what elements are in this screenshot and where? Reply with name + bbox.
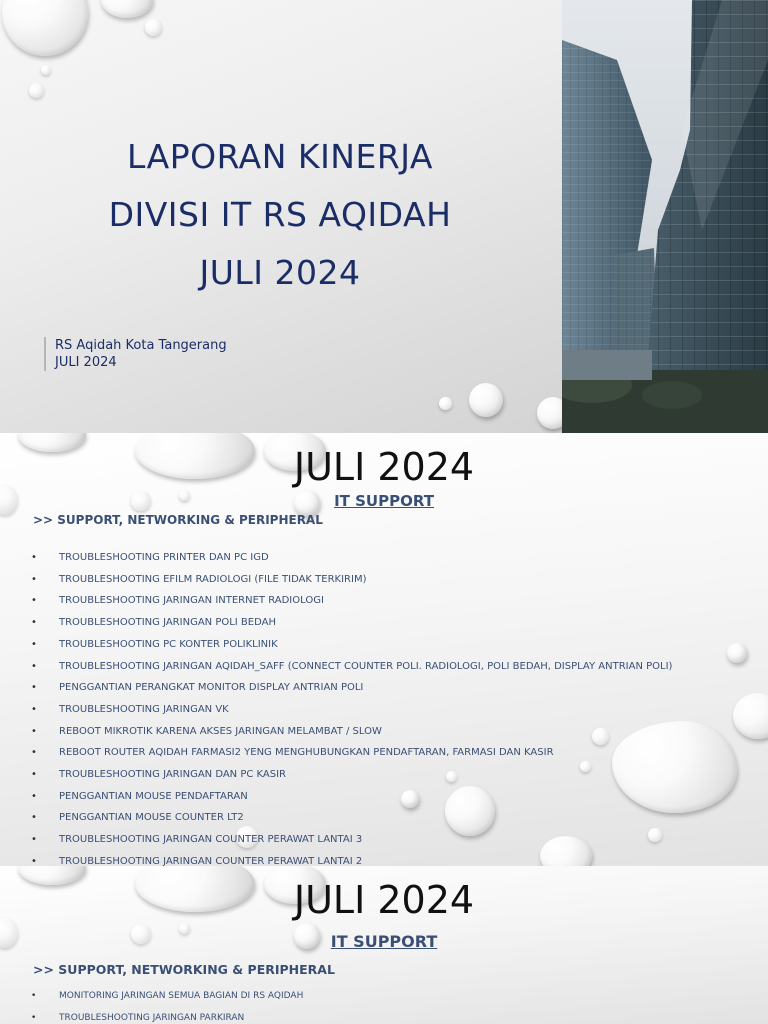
list-item (31, 547, 672, 569)
list-item-text: MONITORING JARINGAN SEMUA BAGIAN DI RS AQIDAH (59, 991, 304, 1001)
list-item-text: PENGGANTIAN PERANGKAT MONITOR DISPLAY ANTRIAN POLI (59, 682, 364, 694)
list-item (31, 786, 672, 808)
list-item-text: TROUBLESHOOTING JARINGAN COUNTER PERAWAT LANTAI 3 (59, 834, 363, 846)
bullet-icon: • (31, 617, 37, 629)
content-slide (0, 433, 768, 866)
task-list (31, 986, 303, 1024)
list-item (31, 986, 303, 1008)
bullet-icon: • (31, 552, 37, 563)
slide-title: JULI 2024 (293, 445, 475, 489)
water-drop-decoration (41, 65, 51, 75)
list-item-text: PENGGANTIAN MOUSE COUNTER LT2 (59, 812, 244, 824)
buildings-illustration (562, 0, 768, 433)
list-item (31, 634, 672, 656)
list-item-text: TROUBLESHOOTING PC KONTER POLIKLINIK (59, 638, 278, 650)
slide-subtitle: IT SUPPORT (330, 932, 438, 951)
list-item (31, 699, 672, 721)
bullet-icon: • (31, 790, 37, 802)
list-item-text: TROUBLESHOOTING JARINGAN AQIDAH_SAFF (CONNECT COUNTER POLI. RADIOLOGI, POLI BEDAH, DISPLAY ANTRIAN POLI) (59, 660, 673, 672)
list-item (31, 590, 672, 612)
section-heading: >> SUPPORT, NETWORKING & PERIPHERAL (33, 513, 323, 527)
list-item (31, 829, 672, 851)
list-item (31, 742, 672, 764)
slide-subtitle (44, 337, 227, 371)
bullet-icon: • (31, 747, 37, 759)
water-drop-decoration (29, 83, 44, 98)
section-heading: >> SUPPORT, NETWORKING & PERIPHERAL (33, 962, 335, 977)
bullet-icon: • (31, 1012, 37, 1023)
city-buildings-photo (562, 0, 768, 433)
title-slide (0, 0, 768, 433)
title-line: DIVISI IT RS AQIDAH (108, 195, 452, 234)
bullet-icon: • (31, 834, 37, 846)
bullet-icon: • (31, 660, 37, 672)
task-list (31, 547, 672, 866)
bullet-icon: • (31, 725, 37, 737)
list-item-text: TROUBLESHOOTING JARINGAN COUNTER PERAWAT LANTAI 2 (59, 855, 363, 866)
list-item (31, 569, 672, 591)
list-item (31, 612, 672, 634)
slide-title (30, 128, 530, 302)
title-line: JULI 2024 (199, 253, 361, 292)
bullet-icon: • (31, 638, 37, 650)
bullet-icon: • (31, 595, 37, 607)
list-item-text: TROUBLESHOOTING EFILM RADIOLOGI (FILE TIDAK TERKIRIM) (59, 573, 367, 585)
list-item (31, 721, 672, 743)
water-drop-decoration (727, 643, 747, 663)
list-item-text: REBOOT ROUTER AQIDAH FARMASI2 YENG MENGHUBUNGKAN PENDAFTARAN, FARMASI DAN KASIR (59, 747, 554, 759)
water-drop-decoration (469, 383, 503, 417)
list-item (31, 851, 672, 866)
bullet-icon: • (31, 991, 37, 1001)
bullet-icon: • (31, 855, 37, 866)
list-item-text: TROUBLESHOOTING JARINGAN POLI BEDAH (59, 617, 276, 629)
slide-subtitle: IT SUPPORT (334, 492, 434, 510)
slide-title: JULI 2024 (293, 878, 475, 922)
report-date: JULI 2024 (55, 355, 117, 370)
list-item (31, 1008, 303, 1024)
water-drop-decoration (733, 693, 768, 739)
water-drop-decoration (145, 19, 162, 36)
list-item (31, 677, 672, 699)
water-drop-decoration (439, 397, 452, 410)
bullet-icon: • (31, 769, 37, 781)
list-item-text: TROUBLESHOOTING JARINGAN DAN PC KASIR (59, 769, 286, 781)
title-line: LAPORAN KINERJA (127, 137, 433, 176)
list-item-text: PENGGANTIAN MOUSE PENDAFTARAN (59, 790, 248, 802)
list-item-text: TROUBLESHOOTING JARINGAN PARKIRAN (59, 1012, 245, 1023)
list-item-text: TROUBLESHOOTING JARINGAN INTERNET RADIOLOGI (59, 595, 324, 607)
bullet-icon: • (31, 812, 37, 824)
water-drop-decoration (101, 0, 153, 18)
list-item (31, 656, 672, 678)
bullet-icon: • (31, 573, 37, 585)
list-item (31, 764, 672, 786)
list-item-text: TROUBLESHOOTING PRINTER DAN PC IGD (59, 552, 269, 563)
bullet-icon: • (31, 703, 37, 715)
list-item-text: REBOOT MIKROTIK KARENA AKSES JARINGAN MELAMBAT / SLOW (59, 725, 382, 737)
list-item (31, 807, 672, 829)
bullet-icon: • (31, 682, 37, 694)
water-drop-decoration (2, 0, 88, 56)
list-item-text: TROUBLESHOOTING JARINGAN VK (59, 703, 229, 715)
content-slide (0, 866, 768, 1024)
organization-name: RS Aqidah Kota Tangerang (55, 338, 227, 353)
